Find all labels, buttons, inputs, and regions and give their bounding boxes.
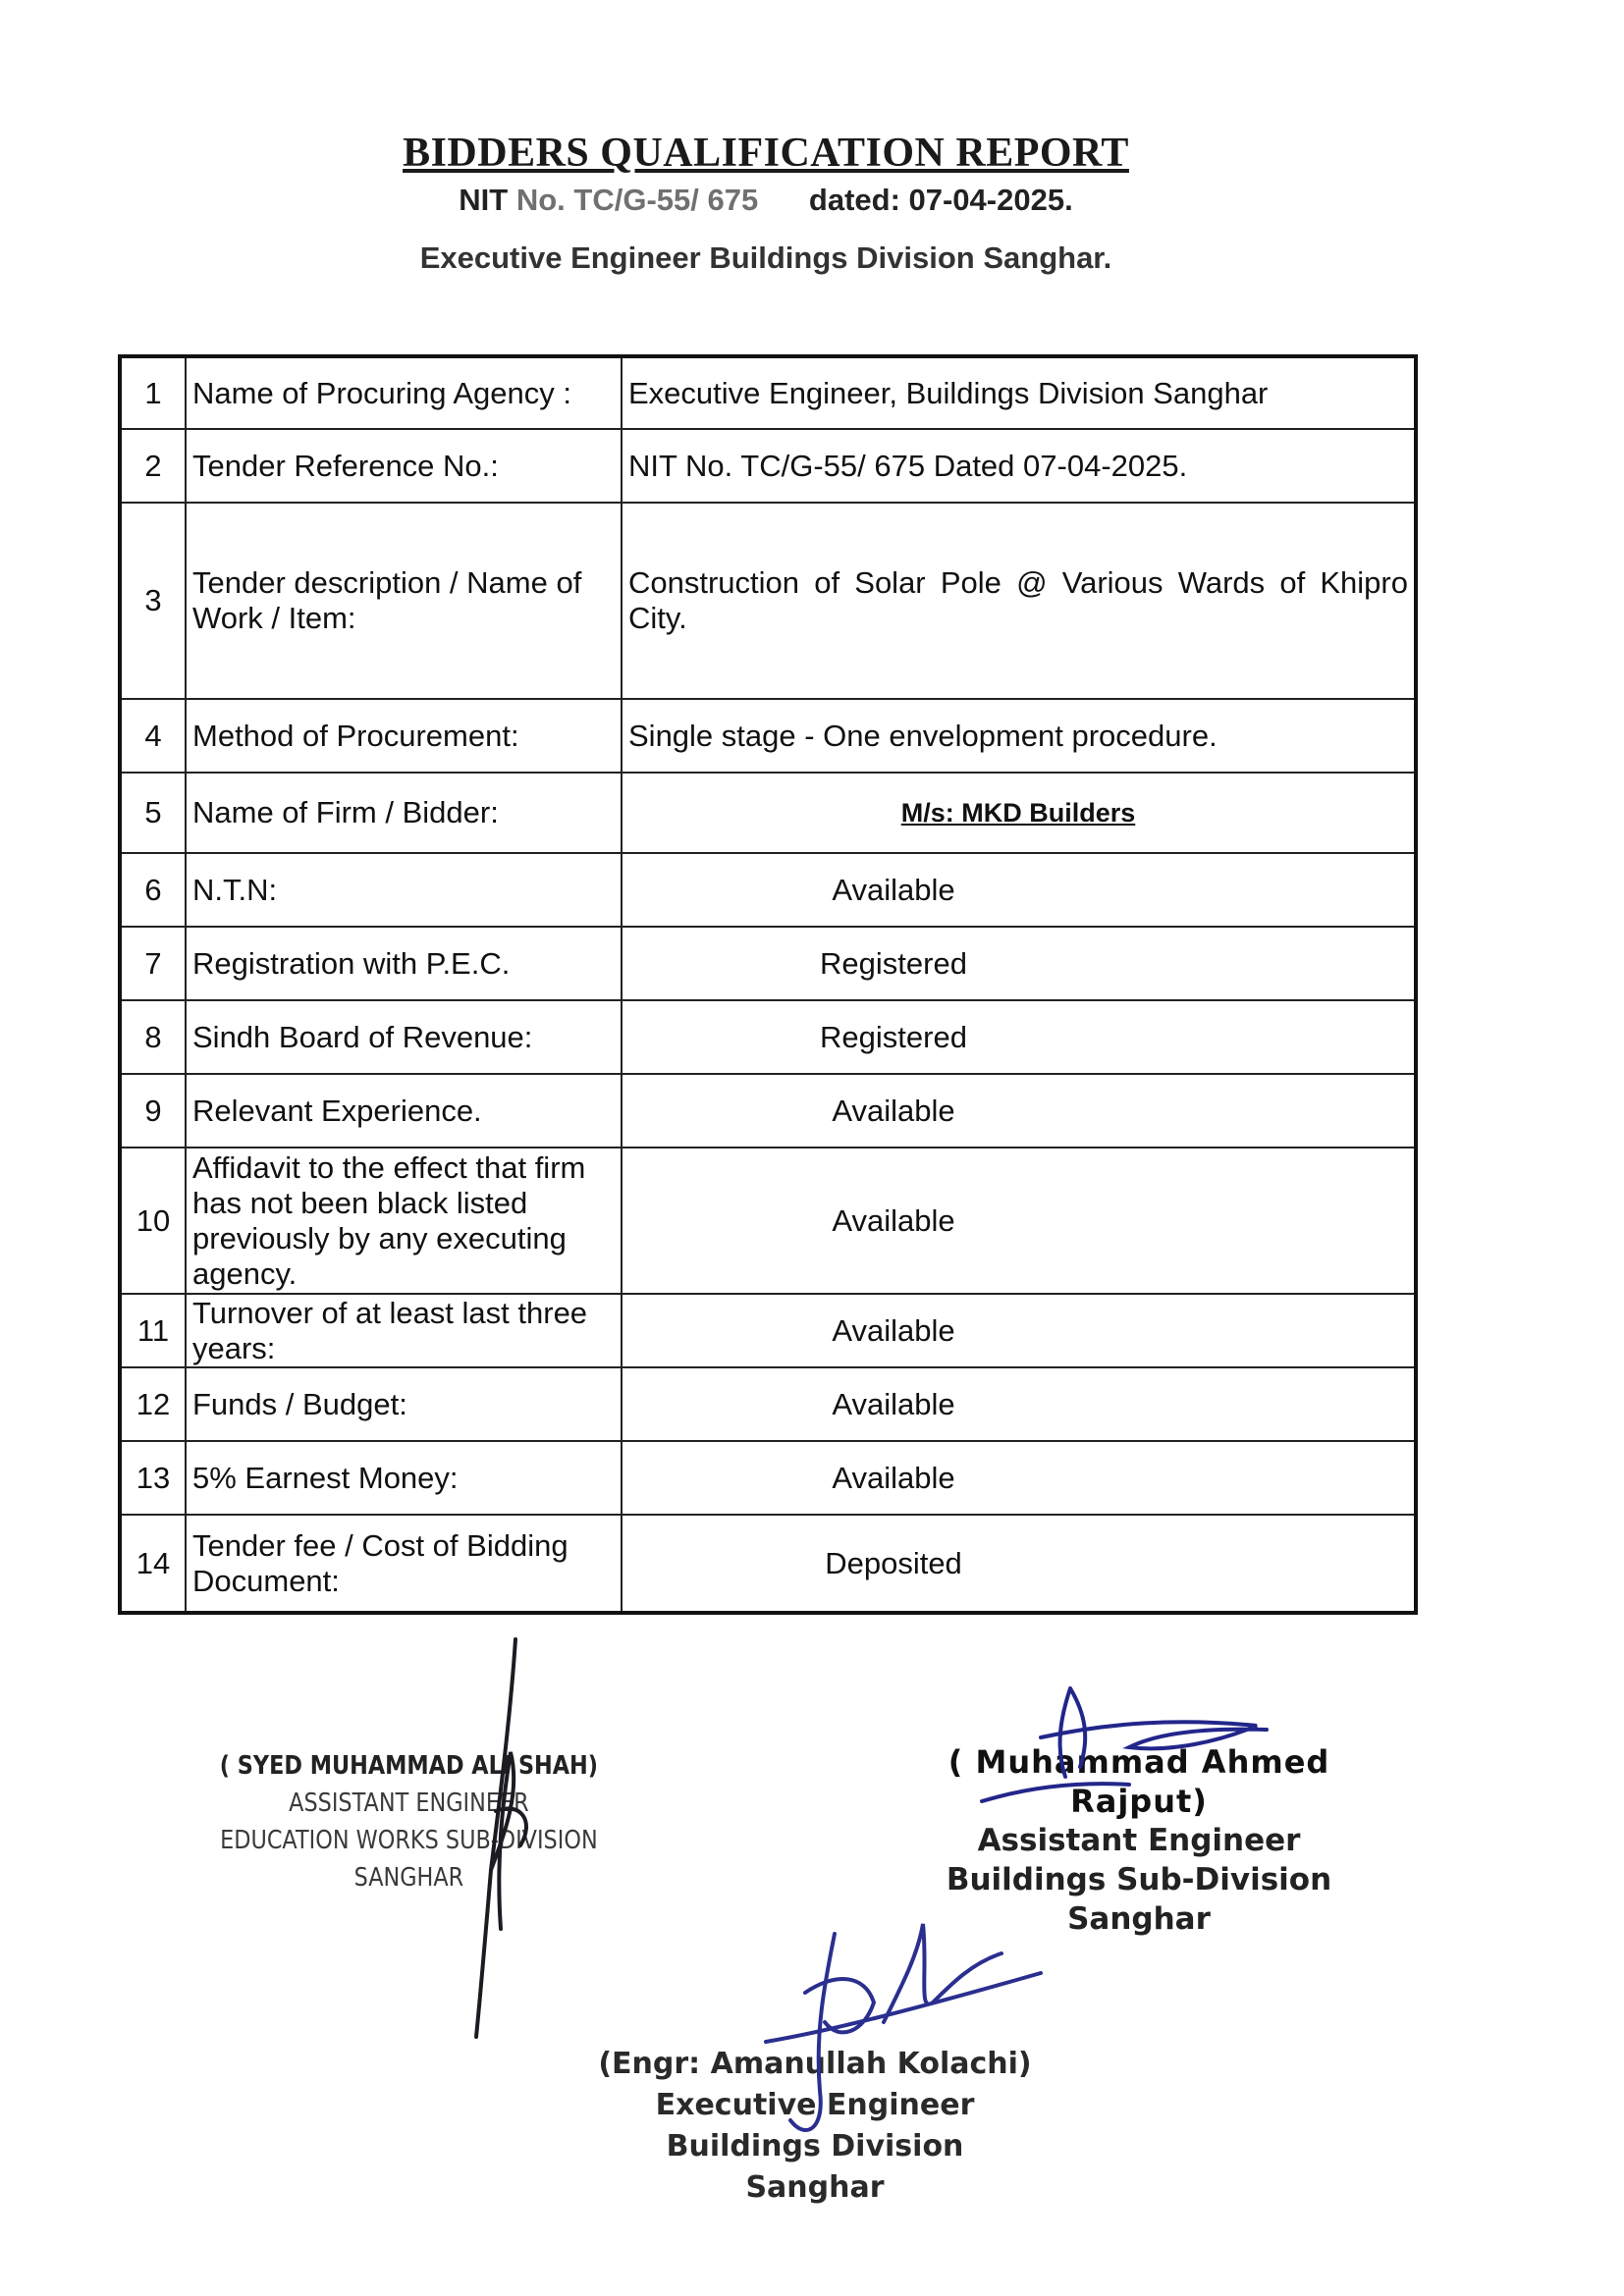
nit-date: dated: 07-04-2025.	[808, 183, 1073, 217]
nit-line	[0, 183, 1532, 218]
row-value: NIT No. TC/G-55/ 675 Dated 07-04-2025.	[622, 429, 1416, 503]
row-label: Tender description / Name of Work / Item:	[186, 503, 622, 699]
row-value: Available	[622, 1074, 1416, 1148]
signatory-name: ( Muhammad Ahmed Rajput)	[947, 1743, 1330, 1820]
row-number: 3	[120, 503, 186, 699]
row-value: Available	[622, 1367, 1416, 1441]
row-value: Available	[622, 853, 1416, 927]
table-row	[120, 1515, 1416, 1613]
row-value: Available	[622, 1294, 1416, 1367]
signatory-office: Buildings Sub-Division	[946, 1862, 1332, 1897]
signatory-office: EDUCATION WORKS SUB-DIVISION	[220, 1826, 598, 1855]
row-label: Relevant Experience.	[186, 1074, 622, 1148]
signatory-designation: Executive Engineer	[655, 2088, 975, 2122]
report-title: BIDDERS QUALIFICATION REPORT	[403, 131, 1129, 176]
row-number: 1	[120, 356, 186, 429]
table-row	[120, 356, 1416, 429]
row-label: Sindh Board of Revenue:	[186, 1000, 622, 1074]
table-row	[120, 429, 1416, 503]
signatory-office: Buildings Division	[666, 2129, 964, 2163]
table-row	[120, 1000, 1416, 1074]
row-label: Method of Procurement:	[186, 699, 622, 773]
row-value: Construction of Solar Pole @ Various Wards of Khipro City.	[622, 503, 1416, 699]
row-label: Name of Firm / Bidder:	[186, 773, 622, 853]
table-row	[120, 699, 1416, 773]
row-label: Affidavit to the effect that firm has not been black listed previously by any executing agency.	[186, 1148, 622, 1294]
table-row	[120, 773, 1416, 853]
signatory-place: Sanghar	[745, 2170, 885, 2205]
table-row	[120, 1148, 1416, 1294]
office-line: Executive Engineer Buildings Division Sanghar.	[419, 240, 1112, 275]
row-value: Registered	[622, 1000, 1416, 1074]
row-number: 8	[120, 1000, 186, 1074]
row-value: Available	[622, 1441, 1416, 1515]
signatory-designation: Assistant Engineer	[977, 1823, 1301, 1858]
table-row	[120, 1441, 1416, 1515]
signatory-name: (Engr: Amanullah Kolachi)	[598, 2047, 1032, 2081]
row-label: N.T.N:	[186, 853, 622, 927]
nit-prefix: NIT	[459, 183, 509, 217]
row-number: 14	[120, 1515, 186, 1613]
handwritten-signature-right	[972, 1669, 1286, 1806]
signatory-place: SANGHAR	[353, 1863, 464, 1893]
row-number: 5	[120, 773, 186, 853]
handwritten-signature-left	[461, 1634, 560, 2047]
nit-number: No. TC/G-55/ 675	[515, 183, 759, 217]
row-value: Single stage - One envelopment procedure.	[622, 699, 1416, 773]
row-label: Tender Reference No.:	[186, 429, 622, 503]
table-row	[120, 1367, 1416, 1441]
row-label: Turnover of at least last three years:	[186, 1294, 622, 1367]
row-label: Funds / Budget:	[186, 1367, 622, 1441]
row-number: 13	[120, 1441, 186, 1515]
row-number: 4	[120, 699, 186, 773]
table-row	[120, 927, 1416, 1000]
signatory-name: ( SYED MUHAMMAD ALI SHAH)	[219, 1751, 598, 1781]
table-row	[120, 1294, 1416, 1367]
row-number: 9	[120, 1074, 186, 1148]
row-value: Deposited	[622, 1515, 1416, 1613]
handwritten-signature-bottom	[746, 1895, 1060, 2150]
row-number: 6	[120, 853, 186, 927]
row-label: Tender fee / Cost of Bidding Document:	[186, 1515, 622, 1613]
row-number: 12	[120, 1367, 186, 1441]
qualification-table	[118, 354, 1418, 1615]
row-value: Available	[622, 1148, 1416, 1294]
signatory-place: Sanghar	[1067, 1901, 1211, 1937]
row-label: Registration with P.E.C.	[186, 927, 622, 1000]
row-label: Name of Procuring Agency :	[186, 356, 622, 429]
firm-name: M/s: MKD Builders	[622, 773, 1416, 853]
row-number: 10	[120, 1148, 186, 1294]
row-value: Executive Engineer, Buildings Division Sanghar	[622, 356, 1416, 429]
row-number: 11	[120, 1294, 186, 1367]
table-row	[120, 853, 1416, 927]
row-number: 2	[120, 429, 186, 503]
table-row	[120, 503, 1416, 699]
signatory-designation: ASSISTANT ENGINEER	[289, 1789, 529, 1818]
row-number: 7	[120, 927, 186, 1000]
row-value: Registered	[622, 927, 1416, 1000]
table-row	[120, 1074, 1416, 1148]
row-label: 5% Earnest Money:	[186, 1441, 622, 1515]
